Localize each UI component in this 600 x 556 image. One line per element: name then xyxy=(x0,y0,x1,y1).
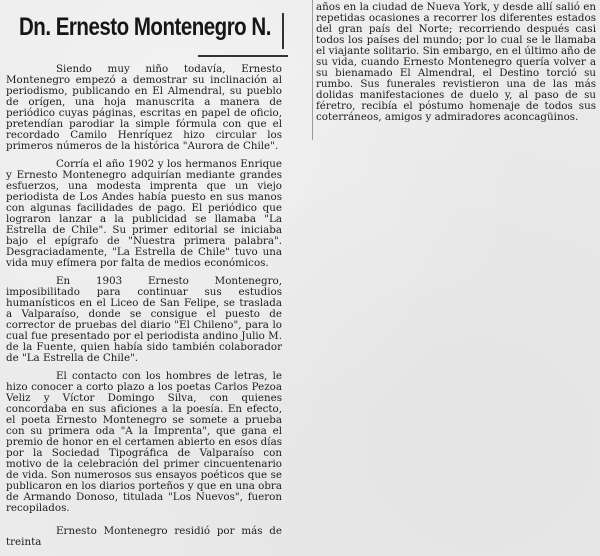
left-column xyxy=(6,0,282,556)
paragraph-childhood: Siendo muy niño todavía, Ernesto Montenegro empezó a demostrar su inclinación al periodismo, publicando en El Almendral, su pueblo de orígen, una hoja manuscrita a manera de periódico cuyas páginas, escritas en papel de oficio, pretendían parodiar la simple fórmula con que el recordado Camilo Henríquez hizo circular los primeros números de la histórica "Aurora de Chile". xyxy=(6,63,282,152)
paragraph-residence-start: Ernesto Montenegro residió por más de treinta xyxy=(6,525,282,548)
right-column xyxy=(316,2,596,130)
headline-horizontal-rule xyxy=(198,55,288,57)
headline-block xyxy=(6,0,282,58)
paragraph-1902: Corría el año 1902 y los hermanos Enrique y Ernesto Montenegro adquirían mediante grandes esfuerzos, una modesta imprenta que un viejo periodista de Los Andes había puesto en sus manos con algunas facilidades de pago. El periódico que lograron lanzar a la publicidad se llamaba "La Estrella de Chile". Su primer editorial se iniciaba bajo el epígrafo de "Nuestra primera palabra". Desgraciadamente, "La Estrella de Chile" tuvo una vida muy efímera por falta de medios económicos. xyxy=(6,158,282,269)
paragraph-residence-continued: años en la ciudad de Nueva York, y desde allí salió en repetidas ocasiones a recorrer los diferentes estados del gran país del Norte; recorriendo después casi todos los países del mundo; por lo cual se le llamaba el viajante solitario. Sin embargo, en el último año de su vida, cuando Ernesto Montenegro quería volver a su bienamado El Almendral, el Destino torció su rumbo. Sus funerales revistieron una de las más dolidas manifestaciones de duelo y, al paso de su féretro, recibía el póstumo homenaje de todos sus coterráneos, amigos y admiradores aconcagüinos. xyxy=(316,1,596,123)
column-divider xyxy=(312,0,313,140)
paragraph-1903: En 1903 Ernesto Montenegro, imposibilitado para continuar sus estudios humanísticos en el Liceo de San Felipe, se traslada a Valparaíso, donde se consigue el puesto de corrector de pruebas del diario "El Chileno", para lo cual fue presentado por el periodista andino Julio M. de la Fuente, quien había sido también colaborador de "La Estrella de Chile". xyxy=(6,275,282,364)
paragraph-poets: El contacto con los hombres de letras, le hizo conocer a corto plazo a los poetas Carlos Pezoa Veliz y Víctor Domingo Silva, con quienes concordaba en sus aficiones a la poesía. En efecto, el poeta Ernesto Montenegro se somete a prueba con su primera oda "A la Imprenta", que gana el premio de honor en el certamen abierto en esos días por la Sociedad Tipográfica de Valparaíso con motivo de la celebración del primer cincuentenario de vida. Son numerosos sus ensayos poéticos que se publicaron en los diarios porteños y que en una obra de Armando Donoso, titulada "Los Nuevos", fueron recopilados. xyxy=(6,370,282,514)
headline-vertical-rule xyxy=(282,13,284,49)
article-headline: Dn. Ernesto Montenegro N. xyxy=(19,13,271,41)
